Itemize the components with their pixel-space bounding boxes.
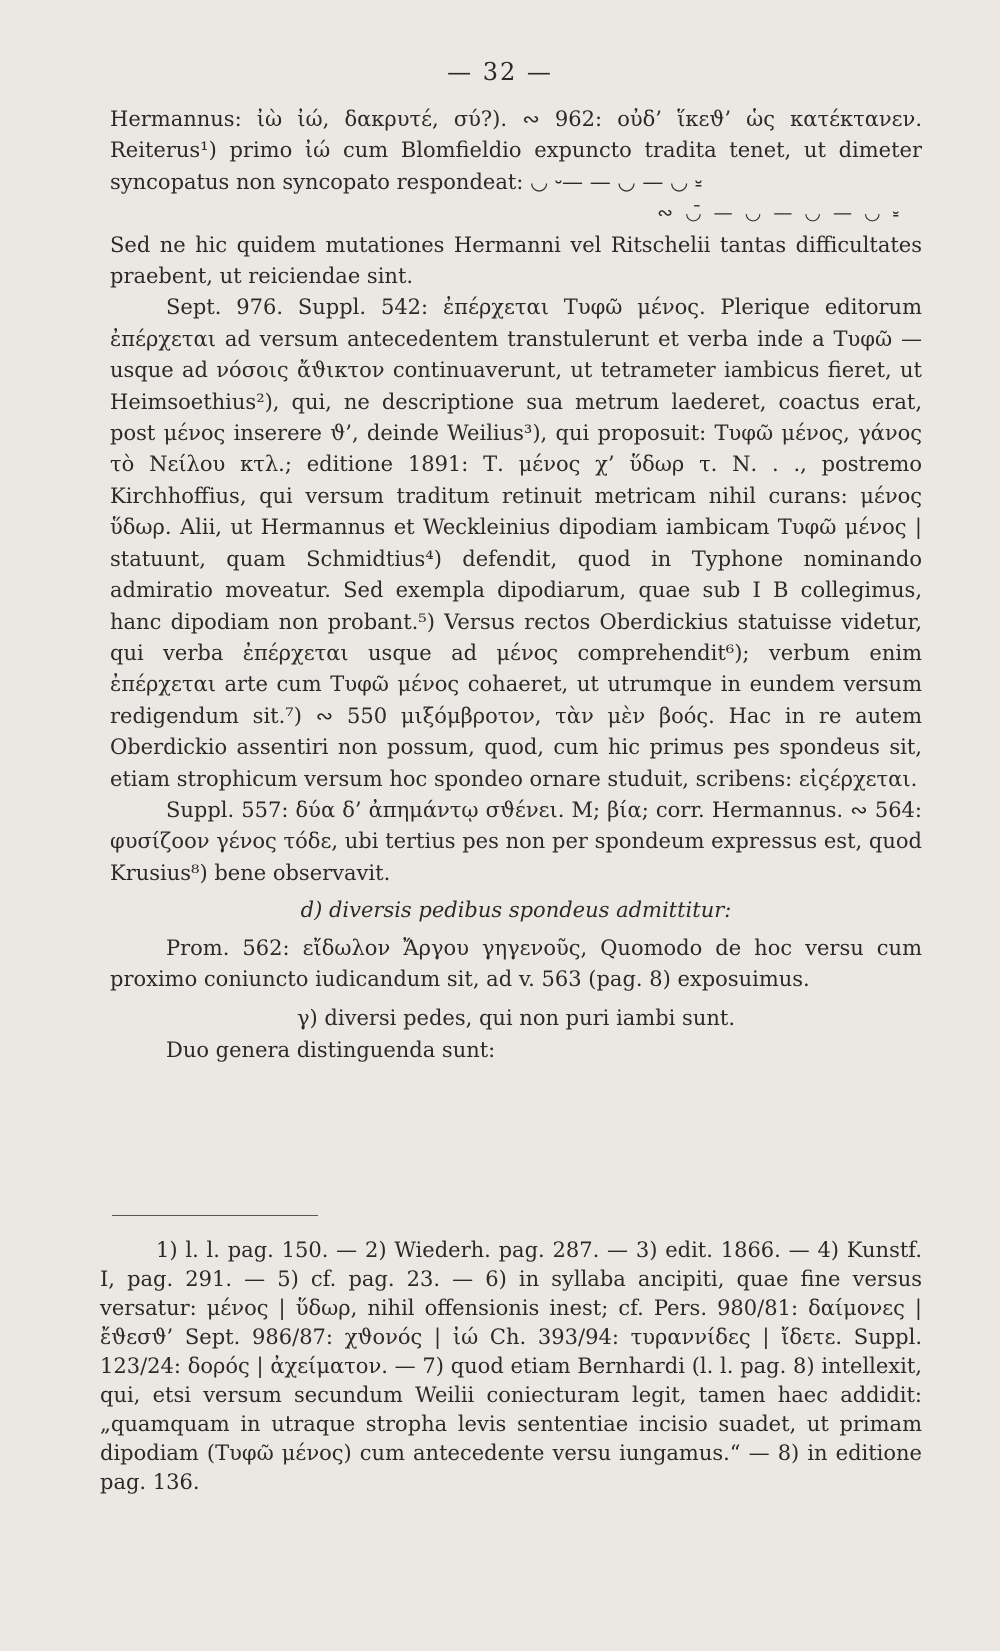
paragraph-sept-976: Sept. 976. Suppl. 542: ἐπέρχεται Τυφῶ μένος. Plerique editorum ἐπέρχεται ad versum antecedentem transtulerunt et verba inde a Τυφῶ — usque ad νόσοις ἄϑικτον continuaverunt, ut tetrameter iambicus fieret, ut Heimsoethius²), qui, ne descriptione sua metrum laederet, coactus erat, post μένος inserere ϑ’, deinde Weilius³), qui proposuit: Τυφῶ μένος, γάνος τὸ Νείλου κτλ.; editione 1891: Τ. μένος χ’ ὕδωρ τ. Ν. . ., postremo Kirchhoffius, qui versum traditum retinuit metricam nihil curans: μένος ὕδωρ. Alii, ut Hermannus et Weckleinius dipodiam iambicam Τυφῶ μένος | statuunt, quam Schmidtius⁴) defendit, quod in Typhone nominando admiratio moveatur. Sed exempla dipodiarum, quae sub I B collegimus, hanc dipodiam non probant.⁵) Versus rectos Oberdickius statuisse videtur, qui verba ἐπέρχεται usque ad μένος comprehendit⁶); verbum enim ἐπέρχεται arte cum Τυφῶ μένος cohaeret, ut utrumque in eundem versum redigendum sit.⁷) ∾ 550 μιξόμβροτον, τὰν μὲν βοός. Hac in re autem Oberdickio assentiri non possum, quod, cum hic primus pes spondeus sit, etiam strophicum versum hoc spondeo ornare studuit, scribens: εἰςέρχεται. [110, 295, 922, 791]
paragraph-duo-genera: Duo genera distinguenda sunt: [166, 1037, 496, 1062]
paragraph-sed: Sed ne hic quidem mutationes Hermanni vel Ritschelii tantas difficultates praebent, ut reiciendae sint. [110, 232, 922, 289]
footnote-text: 1) l. l. pag. 150. — 2) Wiederh. pag. 287. — 3) edit. 1866. — 4) Kunstf. I, pag. 291. — 5) cf. pag. 23. — 6) in syllaba ancipiti, quae fine versus versatur: μένος | ὕδωρ, nihil offensionis inest; cf. Pers. 980/81: δαίμονες | ἔϑεσϑ’ Sept. 986/87: χϑονός | ἰώ Ch. 393/94: τυραννίδες | ἴδετε. Suppl. 123/24: δορός | ἀχείματον. — 7) quod etiam Bernhardi (l. l. pag. 8) intellexit, qui, etsi versum secundum Weilii coniecturam legit, tamen haec addidit: „quamquam in utraque stropha levis sententiae incisio suadet, ut primam dipodiam (Τυφῶ μένος) cum antecedente versu iungamus.“ — 8) in editione pag. 136. [100, 1238, 922, 1494]
metric-scheme: ∾ ◡̄ — ◡ — ◡ — ◡ ⏓ [657, 202, 902, 225]
section-heading-d: d) diversis pedibus spondeus admittitur: [300, 898, 732, 923]
main-text [110, 104, 922, 1066]
footnote-rule [112, 1215, 318, 1216]
section-heading-gamma: γ) diversi pedes, qui non puri iambi sunt. [297, 1006, 735, 1031]
page-number: — 32 — [447, 58, 553, 86]
paragraph-prom-562: Prom. 562: εἴδωλον Ἄργου γηγενοῦς, Quomodo de hoc versu cum proximo coniuncto iudicandum sit, ad v. 563 (pag. 8) exposuimus. [110, 935, 922, 991]
paragraph-suppl-557: Suppl. 557: δύα δ’ ἀπημάντῳ σϑένει. M; βία; corr. Hermannus. ∾ 564: φυσίζοον γένος τόδε, ubi tertius pes non per spondeum expressus est, quod Krusius⁸) bene observavit. [110, 797, 922, 885]
footnotes [100, 1236, 922, 1497]
paragraph-hermannus: Hermannus: ἰὼ ἰώ, δακρυτέ, σύ?). ∾ 962: οὐδ’ ἵκεϑ’ ὡς κατέκτανεν. Reiterus¹) primo ἰώ cum Blomfieldio expuncto tradita tenet, ut dimeter syncopatus non syncopato respondeat: ◡ ⏑— — ◡ — ◡ ⏓ [110, 107, 922, 194]
